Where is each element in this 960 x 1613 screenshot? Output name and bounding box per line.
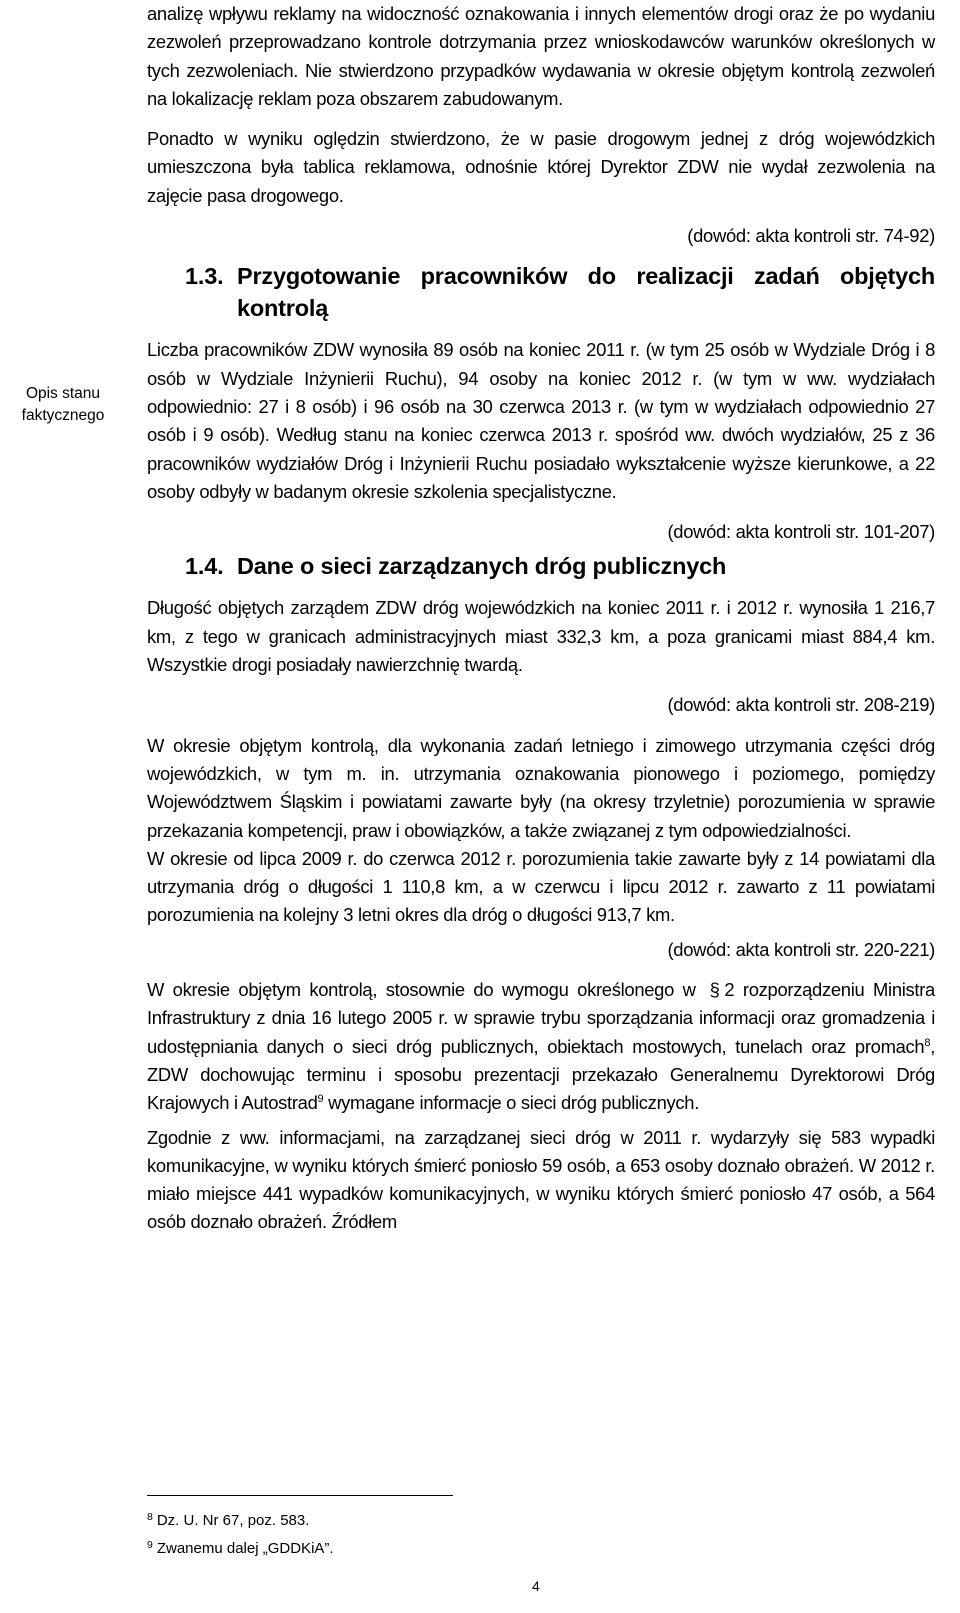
footnote-number: 9 [147, 1539, 153, 1551]
evidence-note: (dowód: akta kontroli str. 208-219) [667, 694, 935, 716]
footnote-text: Dz. U. Nr 67, poz. 583. [156, 1512, 310, 1529]
footnote-divider [147, 1495, 453, 1496]
section-1-4-paragraph-3: W okresie od lipca 2009 r. do czerwca 2012 r. porozumienia takie zawarte były z 14 powiatami dla utrzymania dróg o długości 1 110,8 km, a w czerwcu i lipcu 2012 r. zawarto z 11 powiatami porozumienia na kolejny 3 letni okres dla dróg o długości 913,7 km. [147, 847, 935, 926]
evidence-note: (dowód: akta kontroli str. 101-207) [667, 521, 935, 543]
section-sign: § 2 [709, 979, 735, 1001]
section-1-4-paragraph-5: Zgodnie z ww. informacjami, na zarządzanej sieci dróg w 2011 r. wydarzyły się 583 wypadki komunikacyjne, w wyniku których śmierć poniosło 59 osób, a 653 osoby doznało obrażeń. W 2012 r. miało miejsce 441 wypadków komunikacyjnych, w wyniku których śmierć poniosło 47 osób, a 564 osób doznało obrażeń. Źródłem [147, 1126, 935, 1233]
section-1-3-paragraph: Liczba pracowników ZDW wynosiła 89 osób na koniec 2011 r. (w tym 25 osób w Wydziale Dróg i 8 osób w Wydziale Inżynierii Ruchu), 94 osoby na koniec 2012 r. (w tym w ww. wydziałach odpowiednio: 27 i 8 osób) i 96 osób na 30 czerwca 2013 r. (w tym w wydziałach odpowiednio 27 osób i 9 osób). Według stanu na koniec czerwca 2013 r. spośród ww. dwóch wydziałów, 25 z 36 pracowników wydziałów Dróg i Inżynierii Ruchu posiadało wykształcenie wyższe kierunkowe, a 22 osoby odbyły w badanym okresie szkolenia specjalistyczne. [147, 339, 935, 502]
side-label-line1: Opis stanu [25, 385, 101, 402]
paragraph-text: W okresie objętym kontrolą, stosownie do wymogu określonego w [147, 979, 696, 1001]
paragraph-text: wymagane informacje o sieci dróg publicznych. [323, 1092, 700, 1114]
intro-paragraph-1: analizę wpływu reklamy na widoczność oznakowania i innych elementów drogi oraz że po wydaniu zezwoleń przeprowadzano kontrole dotrzymania przez wnioskodawców warunków określonych w tych zezwoleniach. Nie stwierdzono przypadków wydawania w okresie objętym kontrolą zezwoleń na lokalizację reklam poza obszarem zabudowanym. [147, 3, 935, 109]
side-label [4, 383, 122, 427]
evidence-note: (dowód: akta kontroli str. 74-92) [687, 225, 935, 247]
section-title: Przygotowanie pracowników do realizacji zadań objętych kontrolą [237, 263, 935, 322]
footnotes [147, 1505, 334, 1561]
section-1-4-paragraph-4 [147, 976, 935, 1117]
evidence-note: (dowód: akta kontroli str. 220-221) [667, 938, 935, 960]
main-content [147, 0, 935, 1237]
section-1-4-paragraph-1: Długość objętych zarządem ZDW dróg wojewódzkich na koniec 2011 r. i 2012 r. wynosiła 1 216,7 km, z tego w granicach administracyjnych miast 332,3 km, a poza granicami miast 884,4 km. Wszystkie drogi posiadały nawierzchnię twardą. [147, 597, 935, 676]
side-label-line2: faktycznego [21, 407, 105, 424]
paragraph-text: , ZDW dochowując terminu i sposobu prezentacji przekazało Generalnemu Dyrektorowi Dróg Krajowych i Autostrad [147, 1035, 935, 1114]
intro-paragraph-2: Ponadto w wyniku oględzin stwierdzono, że w pasie drogowym jednej z dróg wojewódzkich umieszczona była tablica reklamowa, odnośnie której Dyrektor ZDW nie wydał zezwolenia na zajęcie pasa drogowego. [147, 128, 935, 206]
page-number: 4 [532, 1578, 540, 1594]
section-heading-1-4 [147, 550, 935, 582]
footnote-number: 8 [147, 1511, 153, 1523]
footnote-text: Zwanemu dalej „GDDKiA”. [156, 1540, 334, 1557]
section-1-4-paragraph-2: W okresie objętym kontrolą, dla wykonania zadań letniego i zimowego utrzymania części dróg wojewódzkich, w tym m. in. utrzymania oznakowania pionowego i poziomego, pomiędzy Województwem Śląskim i powiatami zawarte były (na okresy trzyletnie) porozumienia w sprawie przekazania kompetencji, praw i obowiązków, a także związanej z tym odpowiedzialności. [147, 734, 935, 841]
section-number: 1.4. [185, 553, 224, 580]
footnote-ref[interactable]: 8 [924, 1036, 931, 1049]
section-number: 1.3. [185, 263, 224, 290]
section-title: Dane o sieci zarządzanych dróg publicznych [237, 553, 727, 580]
footnote [147, 1505, 334, 1533]
footnote-ref[interactable]: 9 [317, 1093, 324, 1106]
footnote [147, 1533, 334, 1561]
section-heading-1-3 [147, 260, 935, 324]
paragraph-text: rozporządzeniu Ministra Infrastruktury z dnia 16 lutego 2005 r. w sprawie trybu sporządzania informacji oraz gromadzenia i udostępniania danych o sieci dróg publicznych, obiektach mostowych, tunelach oraz promach [147, 979, 935, 1057]
